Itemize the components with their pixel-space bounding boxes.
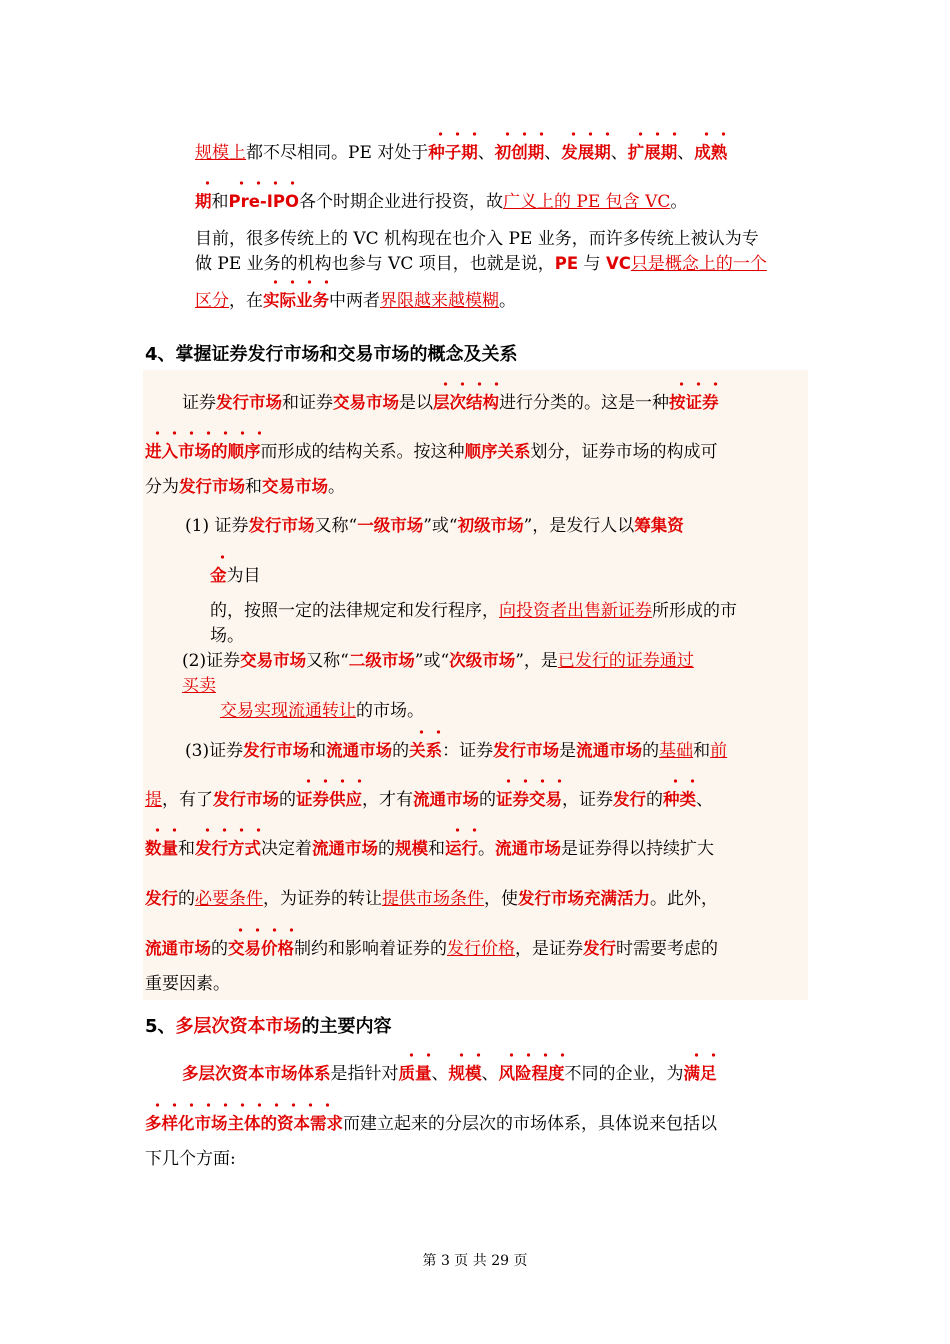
item-3-line-e: 流通市场的 交易价格制约和影响着证券的发行价格，是证券发行时需要考虑的 [145,938,718,960]
p1-line-1: 规模上都不尽相同。PE 对处于 种子期、 初创期、 发展期、 扩展期、 成熟 [195,142,727,164]
item-2-line-a: (2)证券交易市场又称“二级市场”或“次级市场”，是已发行的证券通过 [182,651,694,671]
heading-4: 4、掌握证券发行市场和交易市场的概念及关系 [145,344,518,365]
s4-line-1: 证券发行市场和证券交易市场是以 层次结构进行分类的。这是一种 按证券 [182,392,719,414]
item-3-line-d: 发行的必要条件，为证券的转让提供市场条件，使发行市场充满活力。此外， [145,889,718,909]
item-1-line-a: (1) 证券发行市场又称“一级市场”或“初级市场”，是发行人以筹集资 [185,516,684,536]
p1-line-3: 目前，很多传统上的 VC 机构现在也介入 PE 业务，而许多传统上被认为专 [195,229,759,249]
p1-line-2: 期和 Pre-IPO各个时期企业进行投资，故广义上的 PE 包含 VC。 [195,191,687,213]
s5-line-2: 多样化市场主体的资本需求而建立起来的分层次的市场体系，具体说来包括以 [145,1113,717,1135]
item-1-line-c: 的，按照一定的法律规定和发行程序，向投资者出售新证券所形成的市 [210,601,737,621]
item-3-line-a: (3)证券发行市场和流通市场的 关系：证券发行市场是流通市场的基础和前 [185,740,727,762]
s4-line-3: 分为发行市场和交易市场。 [145,477,345,497]
p1-line-5: 区分，在 实际业务中两者界限越来越模糊。 [195,290,516,312]
item-3-line-c: 数量和 发行方式决定着流通市场的规模和 运行。流通市场是证券得以持续扩大 [145,838,714,860]
item-3-line-f: 重要因素。 [145,974,230,994]
s4-line-2: 进入市场的顺序而形成的结构关系。按这种顺序关系划分，证券市场的构成可 [145,441,718,463]
page-footer: 第 3 页 共 29 页 [422,1253,528,1269]
s5-line-1: 多层次资本市场体系是指针对 质量、 规模、 风险程度不同的企业，为 满足 [182,1063,717,1085]
item-3-line-b: 提，有了发行市场的 证券供应，才有流通市场的 证券交易，证券发行的 种类、 [145,789,713,811]
p1-line-4: 做 PE 业务的机构也参与 VC 项目，也就是说，PE 与 VC只是概念上的一个 [195,254,767,274]
item-2-line-b: 买卖 [182,676,216,696]
item-2-line-c: 交易实现流通转让的市场。 [220,701,424,721]
s5-line-3: 下几个方面: [145,1149,236,1169]
item-1-line-d: 场。 [210,626,244,646]
heading-5: 5、多层次资本市场的主要内容 [145,1016,392,1037]
item-1-line-b: 金为目 [210,565,261,587]
